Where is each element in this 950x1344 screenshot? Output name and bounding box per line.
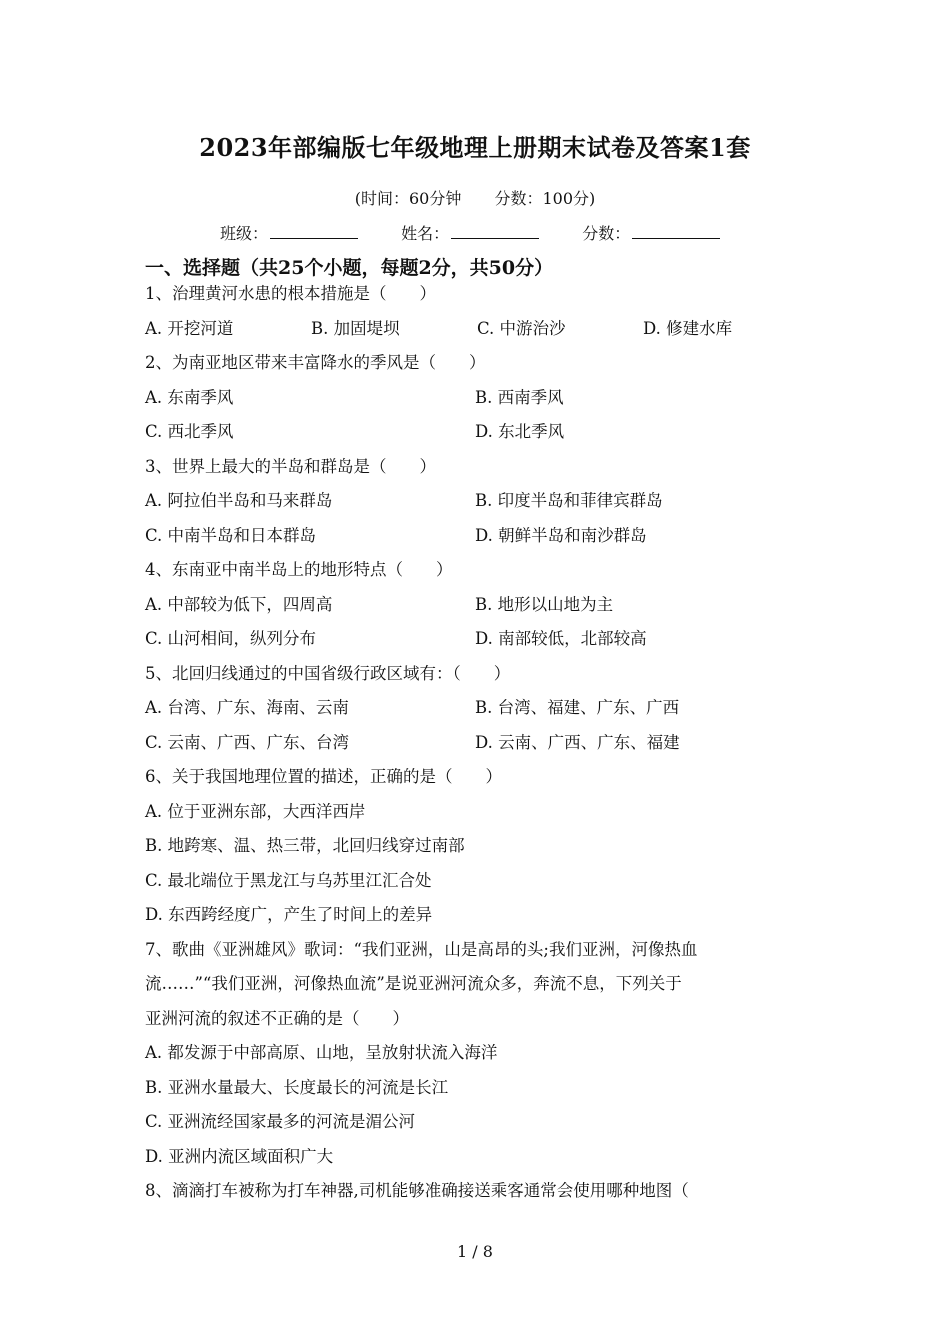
question-stem: 5、北回归线通过的中国省级行政区域有：（ ） bbox=[145, 663, 511, 683]
time-limit: (时间：60分钟 bbox=[354, 189, 462, 208]
option-d: D. 东北季风 bbox=[475, 422, 565, 441]
options-row bbox=[145, 415, 810, 450]
section-heading: 一、选择题（共25个小题，每题2分，共50分） bbox=[145, 257, 554, 279]
options-row bbox=[145, 312, 810, 347]
option-a: A. 开挖河道 bbox=[145, 318, 234, 338]
name-field bbox=[401, 221, 539, 244]
question-stem-continued: 流……”“我们亚洲，河像热血流”是说亚洲河流众多，奔流不息，下列关于 bbox=[145, 974, 682, 993]
option-a: A. 中部较为低下，四周高 bbox=[145, 594, 333, 614]
class-blank bbox=[270, 222, 358, 239]
option-b: B. 地形以山地为主 bbox=[475, 594, 614, 614]
page-number: 1 / 8 bbox=[457, 1242, 493, 1261]
options-row bbox=[145, 622, 810, 657]
option-b: B. 台湾、福建、广东、广西 bbox=[475, 698, 680, 717]
page-title: 2023年部编版七年级地理上册期末试卷及答案1套 bbox=[199, 133, 751, 162]
options-row bbox=[145, 484, 810, 519]
option-c: C. 云南、广西、广东、台湾 bbox=[145, 732, 350, 752]
option-c: C. 最北端位于黑龙江与乌苏里江汇合处 bbox=[145, 870, 432, 890]
question-stem: 1、治理黄河水患的根本措施是（ ） bbox=[145, 284, 436, 303]
option-d: D. 朝鲜半岛和南沙群岛 bbox=[475, 525, 647, 545]
option-a: A. 阿拉伯半岛和马来群岛 bbox=[145, 491, 333, 510]
option-d: D. 亚洲内流区域面积广大 bbox=[145, 1146, 334, 1166]
option-c: C. 中南半岛和日本群岛 bbox=[145, 525, 317, 545]
score-field bbox=[582, 221, 720, 244]
question-stem: 7、歌曲《亚洲雄风》歌词：“我们亚洲，山是高昂的头;我们亚洲，河像热血 bbox=[145, 939, 698, 959]
question-stem: 2、为南亚地区带来丰富降水的季风是（ ） bbox=[145, 353, 486, 372]
exam-meta bbox=[0, 186, 950, 209]
options-row bbox=[145, 588, 810, 623]
question-stem: 3、世界上最大的半岛和群岛是（ ） bbox=[145, 456, 436, 476]
student-fields bbox=[220, 221, 758, 244]
option-c: C. 山河相间，纵列分布 bbox=[145, 629, 317, 648]
option-a: A. 位于亚洲东部，大西洋西岸 bbox=[145, 801, 366, 821]
total-score: 分数：100分) bbox=[494, 189, 596, 208]
question-list bbox=[145, 277, 810, 1209]
class-field bbox=[220, 221, 358, 244]
option-a: A. 台湾、广东、海南、云南 bbox=[145, 698, 349, 717]
options-row bbox=[145, 519, 810, 554]
option-b: B. 加固堤坝 bbox=[311, 318, 400, 338]
option-d: D. 东西跨经度广，产生了时间上的差异 bbox=[145, 905, 433, 924]
option-c: C. 亚洲流经国家最多的河流是湄公河 bbox=[145, 1112, 416, 1131]
option-d: D. 修建水库 bbox=[643, 318, 733, 338]
score-label: 分数： bbox=[582, 224, 631, 243]
option-b: B. 地跨寒、温、热三带，北回归线穿过南部 bbox=[145, 836, 465, 855]
name-blank bbox=[451, 222, 539, 239]
option-b: B. 亚洲水量最大、长度最长的河流是长江 bbox=[145, 1077, 449, 1097]
option-c: C. 中游治沙 bbox=[477, 318, 566, 338]
question-stem: 4、东南亚中南半岛上的地形特点（ ） bbox=[145, 560, 453, 579]
options-row bbox=[145, 381, 810, 416]
name-label: 姓名： bbox=[401, 224, 450, 243]
option-d: D. 云南、广西、广东、福建 bbox=[475, 732, 680, 752]
score-blank bbox=[632, 222, 720, 239]
question-stem-continued: 亚洲河流的叙述不正确的是（ ） bbox=[145, 1008, 409, 1028]
option-b: B. 印度半岛和菲律宾群岛 bbox=[475, 491, 663, 510]
options-row bbox=[145, 726, 810, 761]
option-a: A. 都发源于中部高原、山地，呈放射状流入海洋 bbox=[145, 1043, 498, 1062]
option-b: B. 西南季风 bbox=[475, 387, 564, 407]
question-stem: 6、关于我国地理位置的描述，正确的是（ ） bbox=[145, 767, 502, 786]
question-stem: 8、滴滴打车被称为打车神器,司机能够准确接送乘客通常会使用哪种地图（ bbox=[145, 1181, 689, 1200]
options-row bbox=[145, 691, 810, 726]
option-a: A. 东南季风 bbox=[145, 387, 234, 407]
option-d: D. 南部较低，北部较高 bbox=[475, 629, 647, 648]
class-label: 班级： bbox=[220, 224, 269, 243]
option-c: C. 西北季风 bbox=[145, 422, 234, 441]
